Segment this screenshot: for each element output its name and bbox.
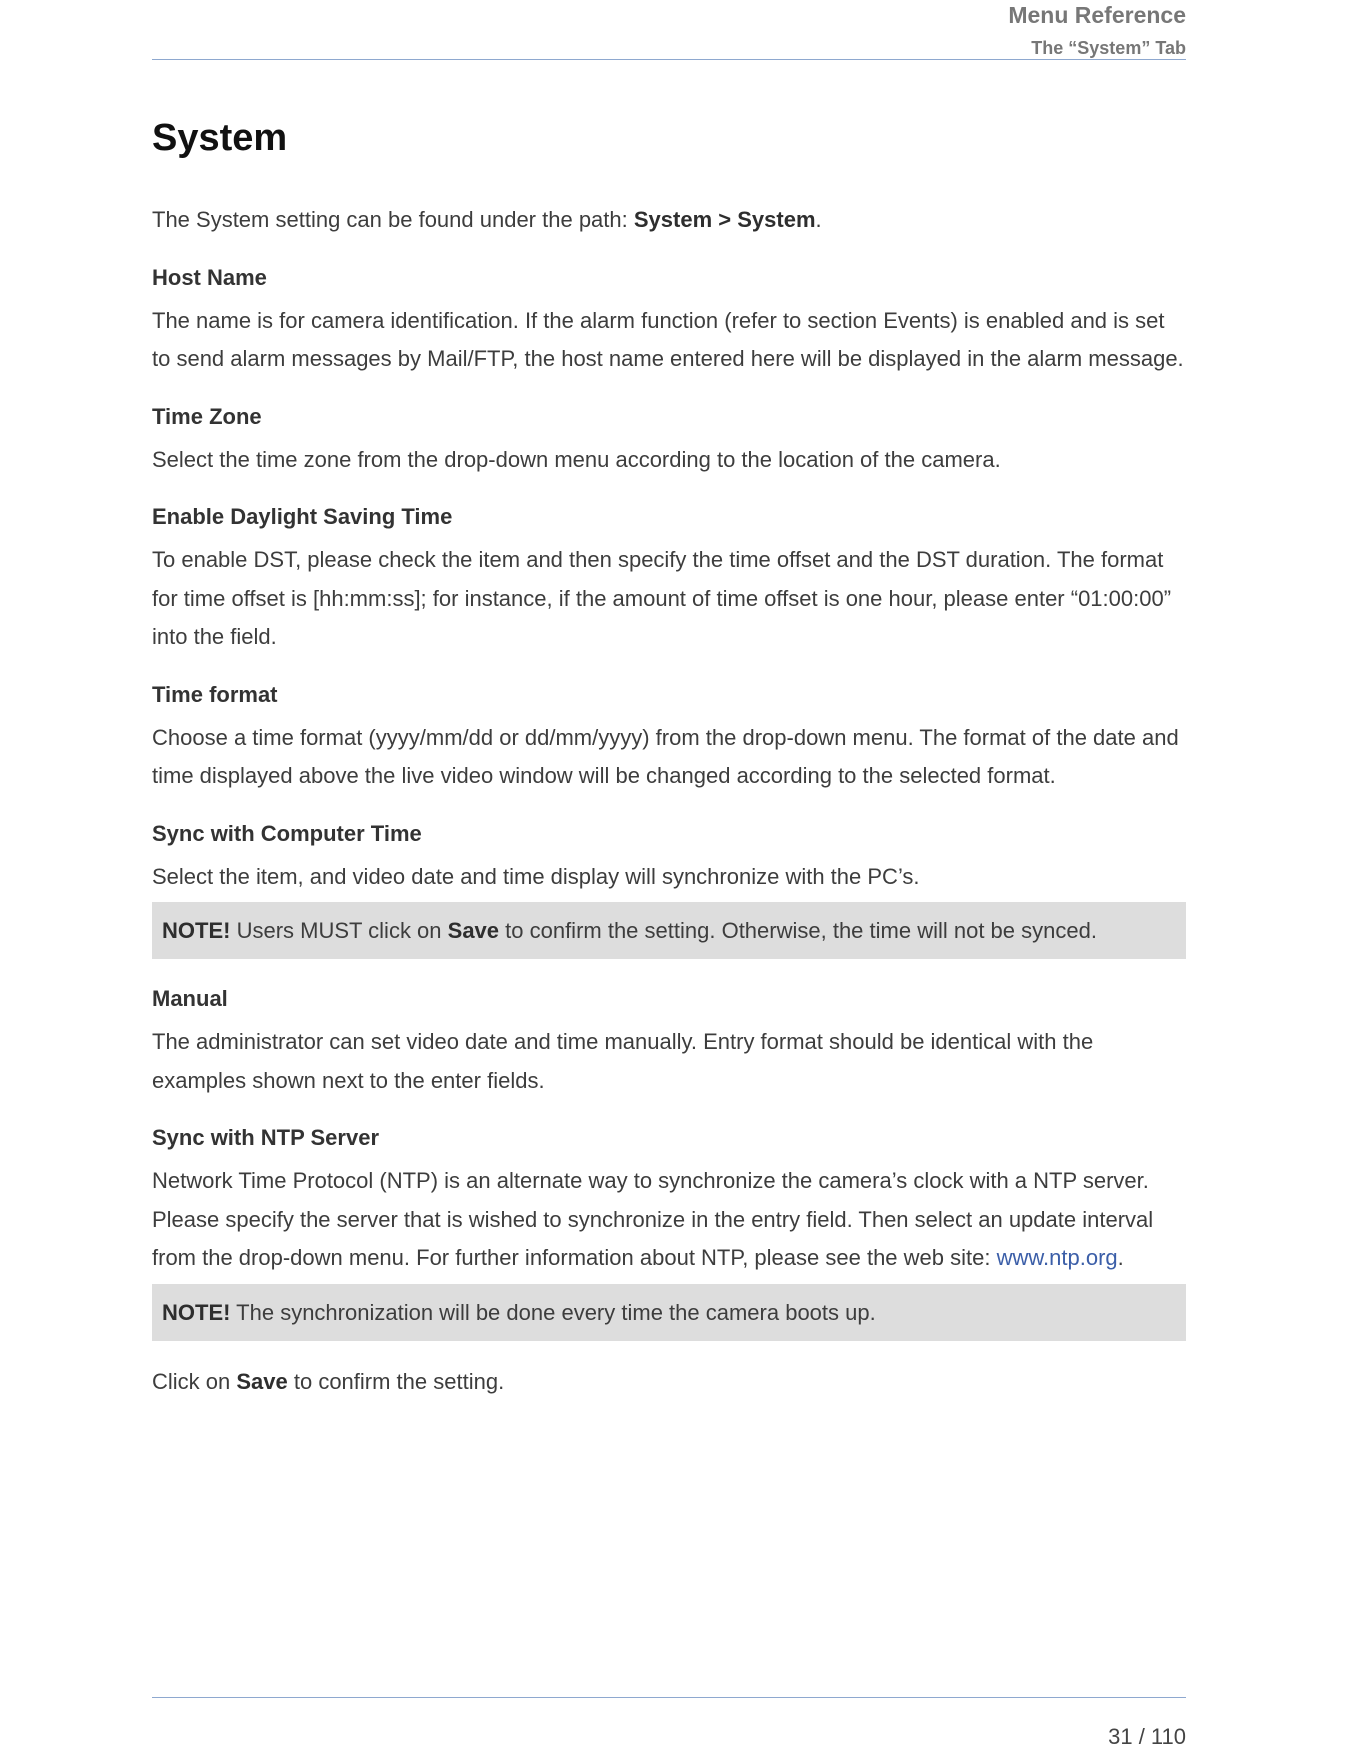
page-content xyxy=(152,108,1186,1421)
closing-text: Click on xyxy=(152,1368,237,1394)
intro-paragraph xyxy=(152,201,1186,240)
page-number: 31 / 110 xyxy=(1108,1724,1186,1749)
menu-path-system-sub: System xyxy=(737,207,816,232)
note-box-ntp xyxy=(152,1284,1186,1341)
section-title: Enable Daylight Saving Time xyxy=(152,504,453,529)
section-sync-ntp xyxy=(152,1120,1186,1278)
section-title: Manual xyxy=(152,986,228,1011)
section-body: Select the time zone from the drop-down menu according to the location of the camera. xyxy=(152,446,1001,472)
closing-save-keyword: Save xyxy=(236,1368,288,1394)
intro-end: . xyxy=(815,207,822,232)
note-text: Users MUST click on xyxy=(230,918,448,943)
running-header-subtitle: The “System” Tab xyxy=(1031,38,1186,58)
section-title: Sync with Computer Time xyxy=(152,820,422,846)
section-manual xyxy=(152,981,1186,1100)
section-body: Choose a time format (yyyy/mm/dd or dd/mm/yyyy) from the drop-down menu. The format of the date and time displayed above the live video window will be changed according to the selected format. xyxy=(152,724,1179,788)
section-title: Sync with NTP Server xyxy=(152,1125,380,1150)
section-daylight-saving xyxy=(152,499,1186,657)
section-time-format xyxy=(152,677,1186,796)
section-body: To enable DST, please check the item and then specify the time offset and the DST duration. The format for time offset is [hh:mm:ss]; for instance, if the amount of time offset is one hour, please enter “01:00:00” into the field. xyxy=(152,547,1172,649)
section-body xyxy=(152,1162,1186,1278)
section-body: Select the item, and video date and time display will synchronize with the PC’s. xyxy=(152,863,920,889)
menu-path-system: System xyxy=(633,207,713,232)
footer-rule xyxy=(152,1697,1186,1698)
section-title: Time format xyxy=(152,681,278,707)
closing-paragraph xyxy=(152,1363,1186,1402)
menu-path-separator: > xyxy=(712,207,738,232)
note-save-keyword: Save xyxy=(447,918,500,943)
running-header-title: Menu Reference xyxy=(1008,2,1186,28)
section-title: Host Name xyxy=(152,264,267,290)
closing-text-end: to confirm the setting. xyxy=(287,1368,505,1394)
note-text-end: to confirm the setting. Otherwise, the time will not be synced. xyxy=(499,918,1097,943)
note-box-save xyxy=(152,902,1186,959)
section-sync-computer-time xyxy=(152,816,1186,897)
section-body: The name is for camera identification. If the alarm function (refer to section Events) is enabled and is set to send alarm messages by Mail/FTP, the host name entered here will be displayed in the alarm message. xyxy=(152,307,1184,371)
ntp-body-text: Network Time Protocol (NTP) is an alternate way to synchronize the camera’s clock with a NTP server. Please specify the server that is wished to synchronize in the entry field. Then select an update interval from the drop-down menu. For further information about NTP, please see the web site: xyxy=(152,1168,1154,1270)
note-label: NOTE! xyxy=(162,918,231,943)
page-title: System xyxy=(152,117,288,159)
section-body: The administrator can set video date and time manually. Entry format should be identical with the examples shown next to the enter fields. xyxy=(152,1029,1094,1093)
ntp-body-end: . xyxy=(1117,1245,1124,1270)
note-label: NOTE! xyxy=(162,1299,231,1325)
section-title: Time Zone xyxy=(152,403,262,429)
intro-text: The System setting can be found under the path: xyxy=(152,207,634,232)
section-time-zone xyxy=(152,399,1186,480)
note-text: The synchronization will be done every time the camera boots up. xyxy=(230,1299,876,1325)
section-host-name xyxy=(152,260,1186,379)
ntp-website-link[interactable]: www.ntp.org xyxy=(996,1245,1118,1270)
header-rule xyxy=(152,59,1186,60)
